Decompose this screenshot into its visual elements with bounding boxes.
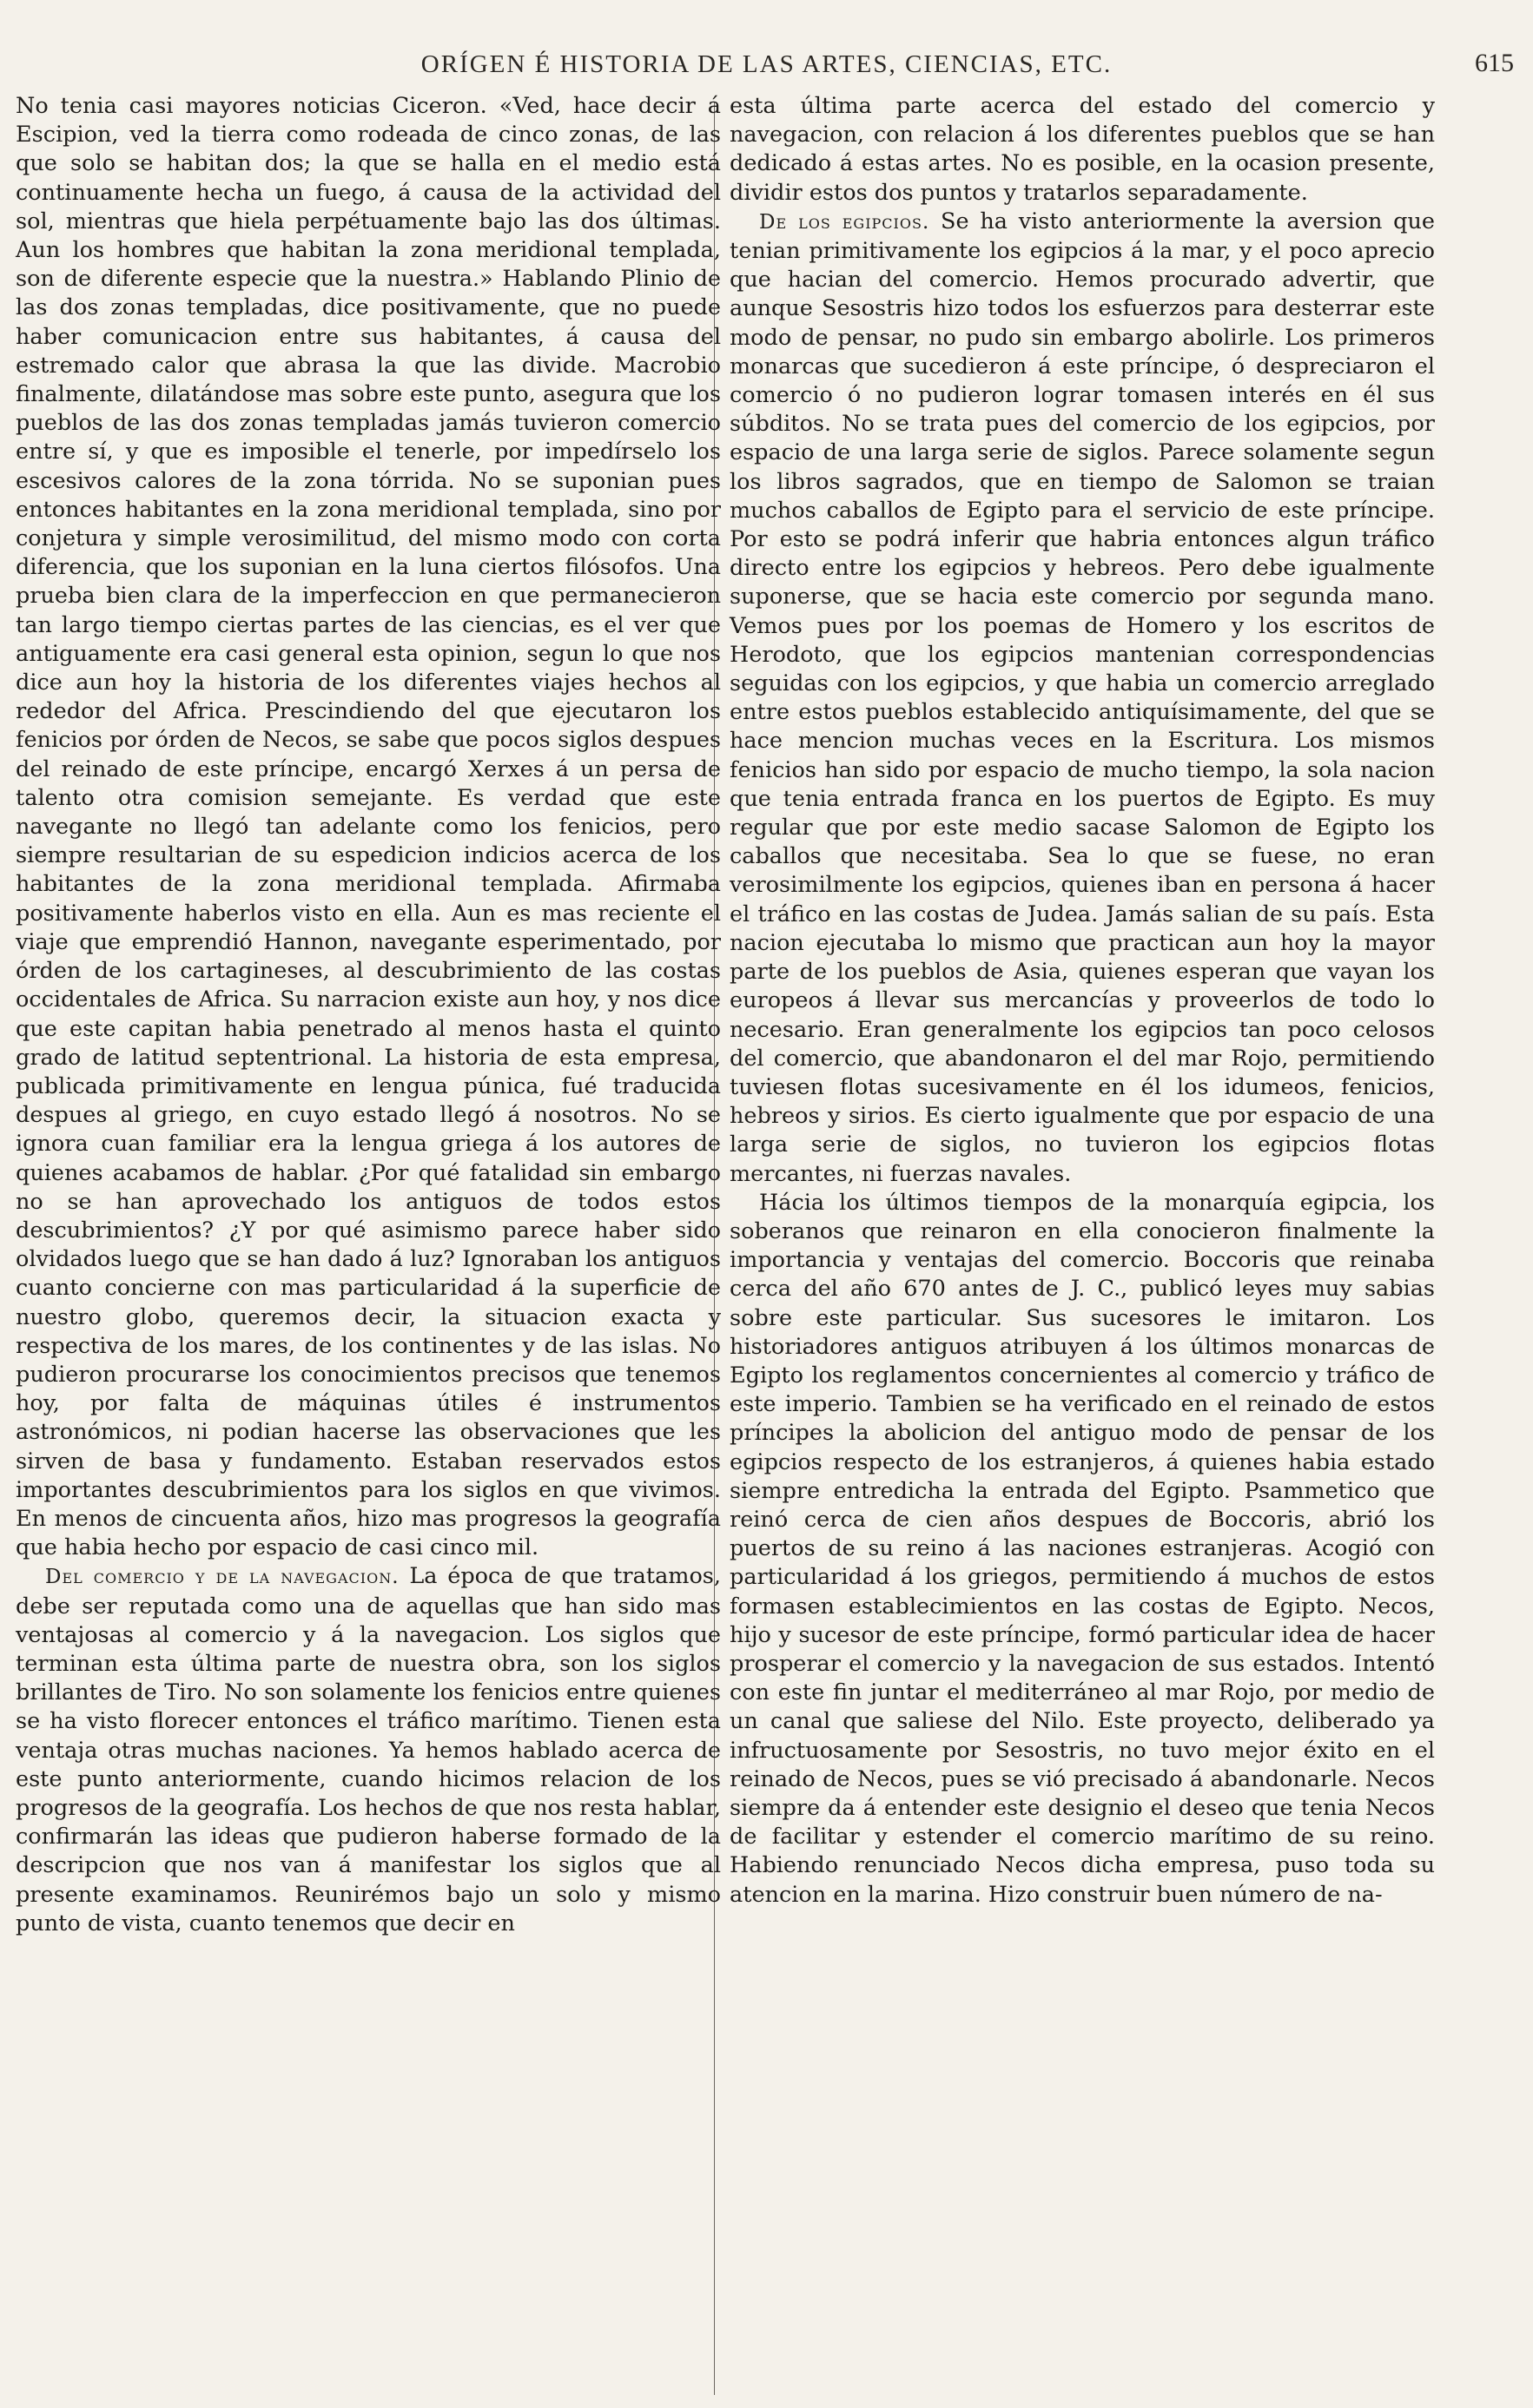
left-column bbox=[16, 92, 721, 1938]
page-number: 615 bbox=[1475, 49, 1514, 77]
left-paragraph-2-body: La época de que tratamos, debe ser reputada como una de aquellas que han sido mas ventajosas al comercio y á la navegacion. Los siglos que terminan esta última parte de nuestra obra, son los siglos brillantes de Tiro. No son solamente los fenicios entre quienes se ha visto florecer entonces el tráfico marítimo. Tienen esta ventaja otras muchas naciones. Ya hemos hablado acerca de este punto anteriormente, cuando hicimos relacion de los progresos de la geografía. Los hechos de que nos resta hablar, confirmarán las ideas que pudieron haberse formado de la descripcion que nos van á manifestar los siglos que al presente examinamos. Reunirémos bajo un solo y mismo punto de vista, cuanto tenemos que decir en bbox=[16, 1563, 721, 1936]
right-paragraph-1: esta última parte acerca del estado del comercio y navegacion, con relacion á los diferentes pueblos que se han dedicado á estas artes. No es posible, en la ocasion presente, dividir estos dos puntos y tratarlos separadamente. bbox=[730, 93, 1435, 206]
left-paragraph-2 bbox=[16, 1562, 721, 1938]
left-paragraph-1: No tenia casi mayores noticias Ciceron. «Ved, hace decir á Escipion, ved la tierra como rodeada de cinco zonas, de las que solo se habitan dos; la que se halla en el medio está continuamente hecha un fuego, á causa de la actividad del sol, mientras que hiela perpétuamente bajo las dos últimas. Aun los hombres que habitan la zona meridional templada, son de diferente especie que la nuestra.» Hablando Plinio de las dos zonas templadas, dice positivamente, que no puede haber comunicacion entre sus habitantes, á causa del estremado calor que abrasa la que las divide. Macrobio finalmente, dilatándose mas sobre este punto, asegura que los pueblos de las dos zonas templadas jamás tuvieron comercio entre sí, y que es imposible el tenerle, por impedírselo los escesivos calores de la zona tórrida. No se suponian pues entonces habitantes en la zona meridional templada, sino por conjetura y simple verosimilitud, del mismo modo con corta diferencia, que los suponian en la luna ciertos filósofos. Una prueba bien clara de la imperfeccion en que permanecieron tan largo tiempo ciertas partes de las ciencias, es el ver que antiguamente era casi general esta opinion, segun lo que nos dice aun hoy la historia de los diferentes viajes hechos al rededor del Africa. Prescindiendo del que ejecutaron los fenicios por órden de Necos, se sabe que pocos siglos despues del reinado de este príncipe, encargó Xerxes á un persa de talento otra comision semejante. Es verdad que este navegante no llegó tan adelante como los fenicios, pero siempre resultarian de su espedicion indicios acerca de los habitantes de la zona meridional templada. Afirmaba positivamente haberlos visto en ella. Aun es mas reciente el viaje que emprendió Hannon, navegante esperimentado, por órden de los cartagineses, al descubrimiento de las costas occidentales de Africa. Su narracion existe aun hoy, y nos dice que este capitan habia penetrado al menos hasta el quinto grado de latitud septentrional. La historia de esta empresa, publicada primitivamente en lengua púnica, fué traducida despues al griego, en cuyo estado llegó á nosotros. No se ignora cuan familiar era la lengua griega á los autores de quienes acabamos de hablar. ¿Por qué fatalidad sin embargo no se han aprovechado los antiguos de todos estos descubrimientos? ¿Y por qué asimismo parece haber sido olvidados luego que se han dado á luz? Ignoraban los antiguos cuanto concierne con mas particularidad á la superficie de nuestro globo, queremos decir, la situacion exacta y respectiva de los mares, de los continentes y de las islas. No pudieron procurarse los conocimientos precisos que tenemos hoy, por falta de máquinas útiles é instrumentos astronómicos, ni podian hacerse las observaciones que les sirven de basa y fundamento. Estaban reservados estos importantes descubrimientos para los siglos en que vivimos. En menos de cincuenta años, hizo mas progresos la geografía que habia hecho por espacio de casi cinco mil. bbox=[16, 93, 721, 1561]
right-paragraph-2 bbox=[730, 208, 1435, 1189]
right-column bbox=[730, 92, 1435, 1910]
section-heading-commerce: Del comercio y de la navegacion. bbox=[45, 1566, 400, 1589]
right-paragraph-2-body: Se ha visto anteriormente la aversion que tenian primitivamente los egipcios á la mar, y el poco aprecio que hacian del comercio. Hemos procurado advertir, que aunque Sesostris hizo todos los esfuerzos para desterrar este modo de pensar, no pudo sin embargo abolirle. Los primeros monarcas que sucedieron á este príncipe, ó despreciaron el comercio ó no pudieron lograr tomasen interés en él sus súbditos. No se trata pues del comercio de los egipcios, por espacio de una larga serie de siglos. Parece solamente segun los libros sagrados, que en tiempo de Salomon se traian muchos caballos de Egipto para el servicio de este príncipe. Por esto se podrá inferir que habria entonces algun tráfico directo entre los egipcios y hebreos. Pero debe igualmente suponerse, que se hacia este comercio por segunda mano. Vemos pues por los poemas de Homero y los escritos de Herodoto, que los egipcios mantenian correspondencias seguidas con los egipcios, y que habia un comercio arreglado entre estos pueblos establecido antiquísimamente, del que se hace mencion muchas veces en la Escritura. Los mismos fenicios han sido por espacio de mucho tiempo, la sola nacion que tenia entrada franca en los puertos de Egipto. Es muy regular que por este medio sacase Salomon de Egipto los caballos que necesitaba. Sea lo que se fuese, no eran verosimilmente los egipcios, quienes iban en persona á hacer el tráfico en las costas de Judea. Jamás salian de su país. Esta nacion ejecutaba lo mismo que practican aun hoy la mayor parte de los pueblos de Asia, quienes esperan que vayan los europeos á llevar sus mercancías y proveerlos de todo lo necesario. Eran generalmente los egipcios tan poco celosos del comercio, que abandonaron el del mar Rojo, permitiendo tuviesen flotas sucesivamente en él los idumeos, fenicios, hebreos y sirios. Es cierto igualmente que por espacio de una larga serie de siglos, no tuvieron los egipcios flotas mercantes, ni fuerzas navales. bbox=[730, 208, 1435, 1187]
running-title: ORÍGEN É HISTORIA DE LAS ARTES, CIENCIAS, ETC. bbox=[420, 50, 1113, 78]
section-heading-egyptians: De los egipcios. bbox=[759, 210, 930, 234]
right-paragraph-3: Hácia los últimos tiempos de la monarquía egipcia, los soberanos que reinaron en ella conocieron finalmente la importancia y ventajas del comercio. Boccoris que reinaba cerca del año 670 antes de J. C., publicó leyes muy sabias sobre este particular. Sus sucesores le imitaron. Los historiadores antiguos atribuyen á los últimos monarcas de Egipto los reglamentos concernientes al comercio y tráfico de este imperio. Tambien se ha verificado en el reinado de estos príncipes la abolicion del antiguo modo de pensar de los egipcios respecto de los estranjeros, á quienes habia estado siempre entredicha la entrada del Egipto. Psammetico que reinó cerca de cien años despues de Boccoris, abrió los puertos de su reino á las naciones estranjeras. Acogió con particularidad á los griegos, permitiendo á muchos de estos formasen establecimientos en las costas de Egipto. Necos, hijo y sucesor de este príncipe, formó particular idea de hacer prosperar el comercio y la navegacion de sus estados. Intentó con este fin juntar el mediterráneo al mar Rojo, por medio de un canal que saliese del Nilo. Este proyecto, deliberado ya infructuosamente por Sesostris, no tuvo mejor éxito en el reinado de Necos, pues se vió precisado á abandonarle. Necos siempre da á entender este designio el deseo que tenia Necos de facilitar y estender el comercio marítimo de su reino. Habiendo renunciado Necos dicha empresa, puso toda su atencion en la marina. Hizo construir buen número de na- bbox=[730, 1189, 1435, 1908]
